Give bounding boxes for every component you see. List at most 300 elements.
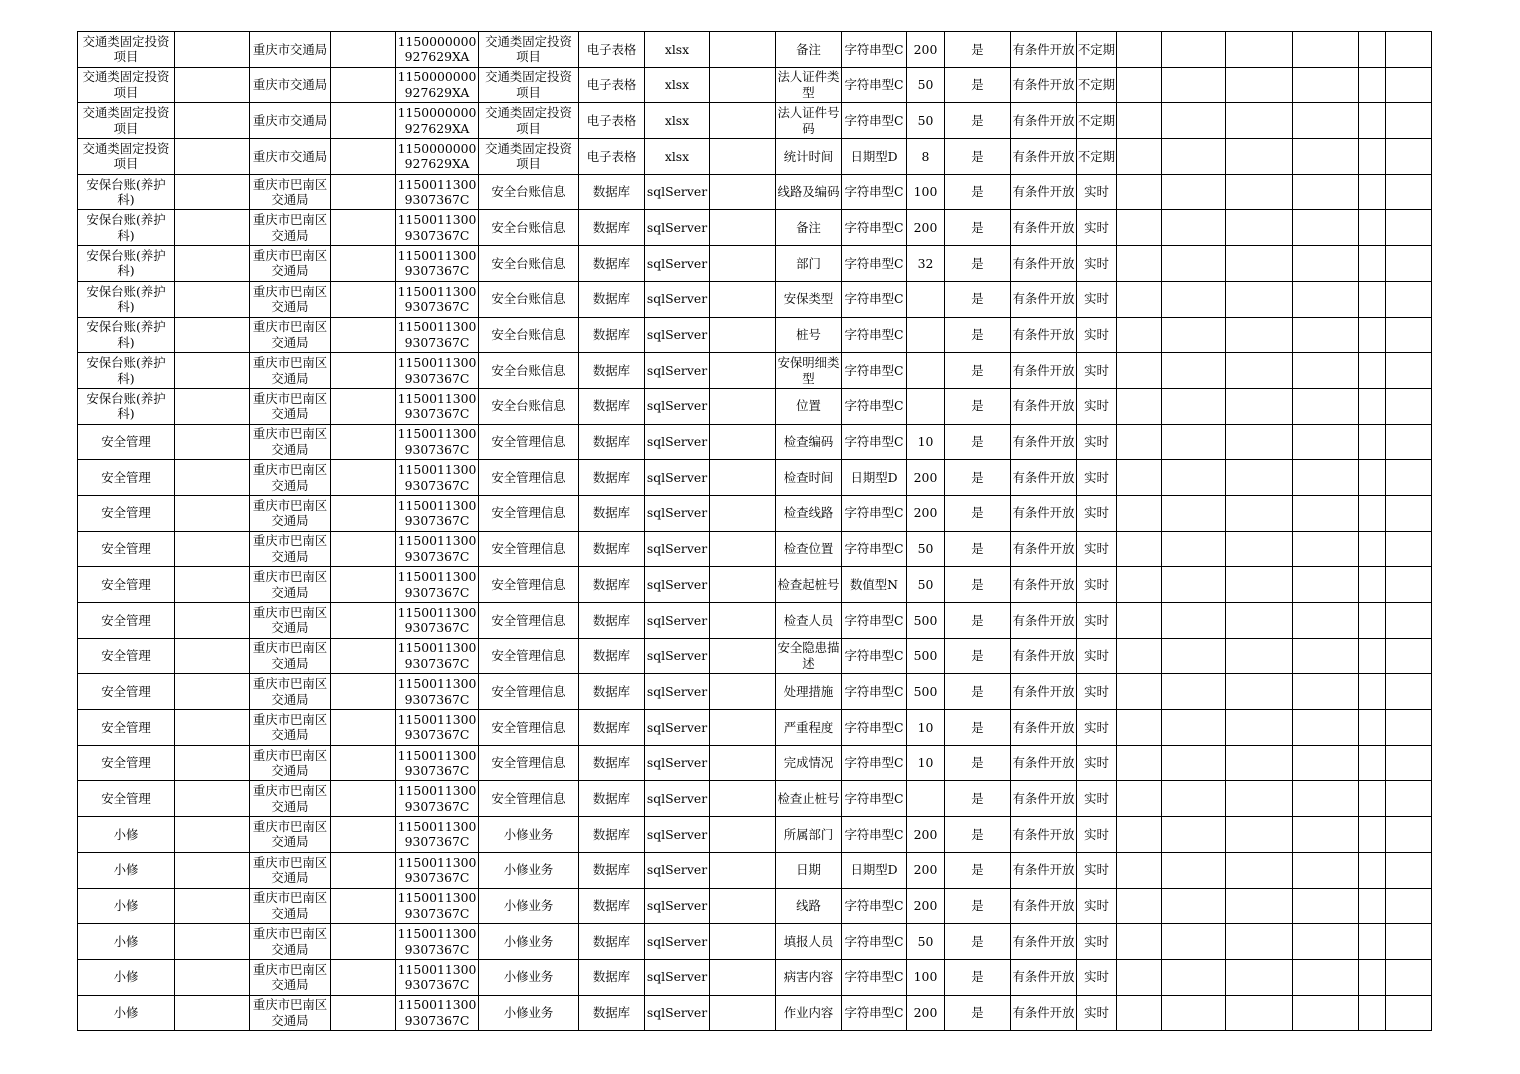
cell-credit-code: 1150000000927629XA (396, 67, 479, 103)
cell-open-type: 有条件开放 (1011, 638, 1077, 674)
cell-resource-name: 交通类固定投资项目 (78, 32, 175, 68)
cell-resource-code (175, 638, 250, 674)
cell-resource-name: 交通类固定投资项目 (78, 67, 175, 103)
table-row (78, 781, 1432, 817)
cell-blank-col-a (710, 924, 776, 960)
table-row (78, 603, 1432, 639)
cell-resource-code (175, 246, 250, 282)
cell-update-cycle: 实时 (1077, 638, 1117, 674)
cell-blank-col-d (1226, 353, 1293, 389)
cell-blank-col-e (1293, 710, 1359, 746)
cell-blank-col-c (1162, 817, 1226, 853)
cell-field-name: 检查线路 (776, 495, 842, 531)
cell-blank-col-g (1386, 531, 1432, 567)
cell-blank-col-d (1226, 495, 1293, 531)
cell-info-item: 安全管理信息 (479, 781, 579, 817)
cell-blank-col-e (1293, 924, 1359, 960)
cell-credit-code: 11500113009307367C (396, 174, 479, 210)
cell-resource-name: 安保台账(养护科) (78, 353, 175, 389)
cell-field-name: 安保类型 (776, 281, 842, 317)
cell-open-type: 有条件开放 (1011, 281, 1077, 317)
cell-dept-code (331, 103, 396, 139)
cell-blank-col-f (1359, 317, 1386, 353)
cell-shareable: 是 (945, 959, 1011, 995)
cell-blank-col-d (1226, 460, 1293, 496)
cell-open-type: 有条件开放 (1011, 424, 1077, 460)
cell-update-cycle: 不定期 (1077, 67, 1117, 103)
table-row (78, 246, 1432, 282)
cell-blank-col-a (710, 174, 776, 210)
cell-blank-col-b (1117, 888, 1162, 924)
cell-info-item: 安全台账信息 (479, 210, 579, 246)
cell-blank-col-f (1359, 424, 1386, 460)
cell-info-item: 安全管理信息 (479, 531, 579, 567)
cell-blank-col-f (1359, 531, 1386, 567)
cell-field-length: 32 (907, 246, 945, 282)
cell-credit-code: 1150000000927629XA (396, 32, 479, 68)
cell-credit-code: 11500113009307367C (396, 495, 479, 531)
cell-shareable: 是 (945, 567, 1011, 603)
cell-provider: 重庆市交通局 (250, 67, 331, 103)
cell-format-type: 电子表格 (579, 103, 645, 139)
cell-blank-col-e (1293, 246, 1359, 282)
cell-blank-col-e (1293, 388, 1359, 424)
cell-field-name: 检查起桩号 (776, 567, 842, 603)
cell-format-ext: sqlServer (645, 888, 710, 924)
cell-blank-col-f (1359, 995, 1386, 1031)
cell-shareable: 是 (945, 852, 1011, 888)
cell-resource-name: 小修 (78, 924, 175, 960)
cell-format-ext: xlsx (645, 103, 710, 139)
cell-resource-code (175, 888, 250, 924)
cell-blank-col-b (1117, 674, 1162, 710)
cell-blank-col-a (710, 210, 776, 246)
cell-field-name: 日期 (776, 852, 842, 888)
cell-dept-code (331, 638, 396, 674)
cell-blank-col-f (1359, 603, 1386, 639)
cell-format-ext: xlsx (645, 139, 710, 175)
cell-blank-col-g (1386, 495, 1432, 531)
cell-open-type: 有条件开放 (1011, 531, 1077, 567)
cell-credit-code: 11500113009307367C (396, 710, 479, 746)
cell-format-ext: sqlServer (645, 852, 710, 888)
cell-resource-code (175, 317, 250, 353)
cell-blank-col-d (1226, 139, 1293, 175)
cell-dept-code (331, 281, 396, 317)
cell-blank-col-f (1359, 32, 1386, 68)
cell-blank-col-c (1162, 32, 1226, 68)
cell-provider: 重庆市巴南区交通局 (250, 210, 331, 246)
cell-dept-code (331, 710, 396, 746)
cell-blank-col-d (1226, 710, 1293, 746)
cell-credit-code: 11500113009307367C (396, 246, 479, 282)
cell-open-type: 有条件开放 (1011, 317, 1077, 353)
cell-field-name: 线路及编码 (776, 174, 842, 210)
cell-blank-col-b (1117, 424, 1162, 460)
cell-blank-col-g (1386, 246, 1432, 282)
cell-blank-col-c (1162, 174, 1226, 210)
cell-format-type: 电子表格 (579, 139, 645, 175)
cell-blank-col-c (1162, 567, 1226, 603)
cell-blank-col-f (1359, 710, 1386, 746)
table-row (78, 924, 1432, 960)
cell-shareable: 是 (945, 710, 1011, 746)
cell-resource-name: 安全管理 (78, 603, 175, 639)
cell-provider: 重庆市巴南区交通局 (250, 995, 331, 1031)
table-row (78, 460, 1432, 496)
cell-blank-col-a (710, 281, 776, 317)
cell-resource-name: 安全管理 (78, 424, 175, 460)
cell-credit-code: 11500113009307367C (396, 281, 479, 317)
cell-info-item: 安全台账信息 (479, 353, 579, 389)
cell-field-name: 病害内容 (776, 959, 842, 995)
cell-data-type: 字符串型C (842, 674, 907, 710)
cell-blank-col-c (1162, 103, 1226, 139)
cell-blank-col-b (1117, 460, 1162, 496)
cell-blank-col-f (1359, 567, 1386, 603)
cell-format-type: 数据库 (579, 531, 645, 567)
cell-resource-name: 安全管理 (78, 710, 175, 746)
cell-blank-col-a (710, 959, 776, 995)
cell-shareable: 是 (945, 174, 1011, 210)
cell-resource-name: 安全管理 (78, 460, 175, 496)
cell-field-name: 位置 (776, 388, 842, 424)
cell-blank-col-c (1162, 531, 1226, 567)
cell-blank-col-e (1293, 281, 1359, 317)
cell-field-length: 10 (907, 710, 945, 746)
cell-blank-col-f (1359, 353, 1386, 389)
cell-update-cycle: 实时 (1077, 388, 1117, 424)
cell-update-cycle: 实时 (1077, 995, 1117, 1031)
cell-update-cycle: 实时 (1077, 567, 1117, 603)
cell-info-item: 小修业务 (479, 924, 579, 960)
cell-blank-col-f (1359, 495, 1386, 531)
cell-blank-col-f (1359, 281, 1386, 317)
table-row (78, 424, 1432, 460)
cell-format-type: 数据库 (579, 210, 645, 246)
table-row (78, 317, 1432, 353)
cell-blank-col-a (710, 32, 776, 68)
cell-format-type: 数据库 (579, 852, 645, 888)
cell-blank-col-d (1226, 924, 1293, 960)
cell-field-name: 作业内容 (776, 995, 842, 1031)
cell-blank-col-a (710, 246, 776, 282)
cell-field-length: 200 (907, 852, 945, 888)
cell-open-type: 有条件开放 (1011, 210, 1077, 246)
cell-data-type: 字符串型C (842, 924, 907, 960)
cell-blank-col-c (1162, 424, 1226, 460)
cell-blank-col-d (1226, 210, 1293, 246)
cell-dept-code (331, 495, 396, 531)
cell-provider: 重庆市巴南区交通局 (250, 353, 331, 389)
cell-resource-name: 安全管理 (78, 781, 175, 817)
cell-blank-col-d (1226, 388, 1293, 424)
cell-blank-col-c (1162, 246, 1226, 282)
cell-blank-col-e (1293, 817, 1359, 853)
table-row (78, 281, 1432, 317)
cell-open-type: 有条件开放 (1011, 888, 1077, 924)
cell-blank-col-b (1117, 281, 1162, 317)
cell-data-type: 日期型D (842, 139, 907, 175)
cell-blank-col-g (1386, 638, 1432, 674)
cell-format-type: 电子表格 (579, 67, 645, 103)
cell-info-item: 安全台账信息 (479, 388, 579, 424)
cell-provider: 重庆市巴南区交通局 (250, 531, 331, 567)
cell-dept-code (331, 852, 396, 888)
cell-format-type: 数据库 (579, 424, 645, 460)
cell-credit-code: 11500113009307367C (396, 353, 479, 389)
cell-blank-col-b (1117, 388, 1162, 424)
cell-provider: 重庆市巴南区交通局 (250, 388, 331, 424)
cell-shareable: 是 (945, 353, 1011, 389)
cell-shareable: 是 (945, 495, 1011, 531)
cell-blank-col-b (1117, 710, 1162, 746)
cell-blank-col-d (1226, 603, 1293, 639)
cell-resource-name: 安保台账(养护科) (78, 174, 175, 210)
cell-format-ext: xlsx (645, 32, 710, 68)
cell-update-cycle: 实时 (1077, 281, 1117, 317)
table-row (78, 495, 1432, 531)
cell-open-type: 有条件开放 (1011, 959, 1077, 995)
cell-shareable: 是 (945, 638, 1011, 674)
cell-blank-col-b (1117, 174, 1162, 210)
cell-data-type: 字符串型C (842, 710, 907, 746)
cell-data-type: 字符串型C (842, 281, 907, 317)
cell-info-item: 交通类固定投资项目 (479, 32, 579, 68)
cell-blank-col-b (1117, 103, 1162, 139)
cell-shareable: 是 (945, 246, 1011, 282)
cell-field-name: 安全隐患描述 (776, 638, 842, 674)
cell-data-type: 字符串型C (842, 388, 907, 424)
cell-field-name: 检查人员 (776, 603, 842, 639)
cell-credit-code: 11500113009307367C (396, 817, 479, 853)
cell-update-cycle: 实时 (1077, 959, 1117, 995)
cell-field-length: 200 (907, 495, 945, 531)
cell-resource-code (175, 924, 250, 960)
cell-blank-col-b (1117, 995, 1162, 1031)
cell-shareable: 是 (945, 817, 1011, 853)
cell-blank-col-d (1226, 852, 1293, 888)
cell-blank-col-d (1226, 674, 1293, 710)
cell-field-length: 200 (907, 32, 945, 68)
cell-blank-col-b (1117, 353, 1162, 389)
cell-info-item: 小修业务 (479, 817, 579, 853)
cell-blank-col-e (1293, 460, 1359, 496)
cell-credit-code: 11500113009307367C (396, 745, 479, 781)
table-row (78, 745, 1432, 781)
cell-field-length: 50 (907, 924, 945, 960)
cell-data-type: 字符串型C (842, 495, 907, 531)
cell-update-cycle: 实时 (1077, 317, 1117, 353)
cell-blank-col-d (1226, 638, 1293, 674)
cell-blank-col-c (1162, 745, 1226, 781)
cell-blank-col-b (1117, 817, 1162, 853)
cell-shareable: 是 (945, 424, 1011, 460)
cell-blank-col-c (1162, 139, 1226, 175)
cell-blank-col-c (1162, 638, 1226, 674)
cell-update-cycle: 实时 (1077, 781, 1117, 817)
cell-blank-col-f (1359, 674, 1386, 710)
cell-dept-code (331, 210, 396, 246)
cell-resource-name: 安保台账(养护科) (78, 281, 175, 317)
cell-blank-col-e (1293, 495, 1359, 531)
cell-blank-col-g (1386, 781, 1432, 817)
cell-blank-col-g (1386, 460, 1432, 496)
cell-resource-code (175, 995, 250, 1031)
cell-update-cycle: 不定期 (1077, 139, 1117, 175)
cell-resource-name: 安全管理 (78, 745, 175, 781)
cell-blank-col-b (1117, 32, 1162, 68)
cell-data-type: 字符串型C (842, 67, 907, 103)
cell-field-name: 备注 (776, 32, 842, 68)
cell-resource-name: 小修 (78, 888, 175, 924)
cell-field-length: 10 (907, 424, 945, 460)
cell-provider: 重庆市巴南区交通局 (250, 710, 331, 746)
cell-field-length: 50 (907, 531, 945, 567)
cell-field-length: 500 (907, 674, 945, 710)
cell-format-type: 数据库 (579, 745, 645, 781)
cell-field-length: 200 (907, 995, 945, 1031)
cell-resource-code (175, 103, 250, 139)
cell-field-length: 50 (907, 67, 945, 103)
cell-blank-col-c (1162, 710, 1226, 746)
cell-field-length (907, 281, 945, 317)
cell-credit-code: 11500113009307367C (396, 603, 479, 639)
cell-blank-col-a (710, 353, 776, 389)
cell-data-type: 字符串型C (842, 638, 907, 674)
cell-credit-code: 11500113009307367C (396, 210, 479, 246)
cell-resource-code (175, 139, 250, 175)
cell-data-type: 字符串型C (842, 959, 907, 995)
cell-blank-col-g (1386, 745, 1432, 781)
cell-blank-col-d (1226, 317, 1293, 353)
cell-blank-col-b (1117, 959, 1162, 995)
cell-credit-code: 11500113009307367C (396, 317, 479, 353)
cell-blank-col-c (1162, 888, 1226, 924)
cell-update-cycle: 实时 (1077, 674, 1117, 710)
cell-blank-col-a (710, 745, 776, 781)
cell-shareable: 是 (945, 139, 1011, 175)
cell-blank-col-b (1117, 638, 1162, 674)
cell-credit-code: 1150000000927629XA (396, 103, 479, 139)
table-row (78, 710, 1432, 746)
cell-info-item: 安全管理信息 (479, 424, 579, 460)
cell-resource-name: 安全管理 (78, 531, 175, 567)
cell-credit-code: 11500113009307367C (396, 531, 479, 567)
cell-resource-code (175, 353, 250, 389)
table-row (78, 674, 1432, 710)
cell-resource-code (175, 781, 250, 817)
table-row (78, 388, 1432, 424)
cell-provider: 重庆市巴南区交通局 (250, 638, 331, 674)
cell-blank-col-c (1162, 924, 1226, 960)
cell-blank-col-c (1162, 281, 1226, 317)
cell-blank-col-b (1117, 567, 1162, 603)
cell-blank-col-c (1162, 495, 1226, 531)
cell-update-cycle: 实时 (1077, 174, 1117, 210)
cell-format-ext: sqlServer (645, 353, 710, 389)
cell-data-type: 字符串型C (842, 603, 907, 639)
cell-blank-col-a (710, 674, 776, 710)
cell-dept-code (331, 424, 396, 460)
cell-info-item: 小修业务 (479, 888, 579, 924)
cell-blank-col-c (1162, 67, 1226, 103)
cell-open-type: 有条件开放 (1011, 246, 1077, 282)
cell-resource-code (175, 817, 250, 853)
cell-dept-code (331, 388, 396, 424)
cell-field-name: 填报人员 (776, 924, 842, 960)
cell-shareable: 是 (945, 317, 1011, 353)
cell-resource-code (175, 460, 250, 496)
cell-resource-name: 交通类固定投资项目 (78, 103, 175, 139)
table-row (78, 353, 1432, 389)
cell-blank-col-g (1386, 210, 1432, 246)
cell-shareable: 是 (945, 674, 1011, 710)
cell-dept-code (331, 567, 396, 603)
cell-blank-col-a (710, 603, 776, 639)
cell-info-item: 安全管理信息 (479, 495, 579, 531)
cell-field-length: 100 (907, 959, 945, 995)
cell-format-type: 数据库 (579, 353, 645, 389)
cell-blank-col-d (1226, 246, 1293, 282)
cell-blank-col-d (1226, 531, 1293, 567)
cell-field-length (907, 388, 945, 424)
cell-format-ext: sqlServer (645, 317, 710, 353)
cell-credit-code: 11500113009307367C (396, 567, 479, 603)
cell-blank-col-b (1117, 495, 1162, 531)
cell-dept-code (331, 317, 396, 353)
cell-blank-col-e (1293, 317, 1359, 353)
cell-info-item: 小修业务 (479, 852, 579, 888)
cell-blank-col-g (1386, 281, 1432, 317)
cell-blank-col-a (710, 495, 776, 531)
cell-blank-col-b (1117, 852, 1162, 888)
cell-format-type: 数据库 (579, 603, 645, 639)
cell-field-length (907, 353, 945, 389)
cell-format-ext: sqlServer (645, 424, 710, 460)
cell-field-name: 线路 (776, 888, 842, 924)
cell-format-ext: sqlServer (645, 460, 710, 496)
cell-update-cycle: 实时 (1077, 745, 1117, 781)
cell-format-type: 数据库 (579, 817, 645, 853)
cell-blank-col-g (1386, 888, 1432, 924)
cell-resource-code (175, 852, 250, 888)
cell-credit-code: 11500113009307367C (396, 638, 479, 674)
cell-dept-code (331, 995, 396, 1031)
cell-blank-col-c (1162, 388, 1226, 424)
cell-blank-col-g (1386, 674, 1432, 710)
cell-shareable: 是 (945, 388, 1011, 424)
cell-field-length: 8 (907, 139, 945, 175)
cell-resource-name: 安全管理 (78, 495, 175, 531)
cell-resource-name: 安全管理 (78, 674, 175, 710)
cell-shareable: 是 (945, 67, 1011, 103)
cell-info-item: 安全管理信息 (479, 674, 579, 710)
cell-data-type: 字符串型C (842, 888, 907, 924)
table-row (78, 67, 1432, 103)
cell-provider: 重庆市巴南区交通局 (250, 888, 331, 924)
cell-resource-name: 安全管理 (78, 567, 175, 603)
cell-blank-col-a (710, 567, 776, 603)
cell-info-item: 安全台账信息 (479, 246, 579, 282)
cell-blank-col-c (1162, 460, 1226, 496)
cell-blank-col-e (1293, 567, 1359, 603)
cell-credit-code: 1150000000927629XA (396, 139, 479, 175)
cell-blank-col-a (710, 67, 776, 103)
cell-shareable: 是 (945, 531, 1011, 567)
cell-blank-col-f (1359, 852, 1386, 888)
cell-format-ext: sqlServer (645, 995, 710, 1031)
